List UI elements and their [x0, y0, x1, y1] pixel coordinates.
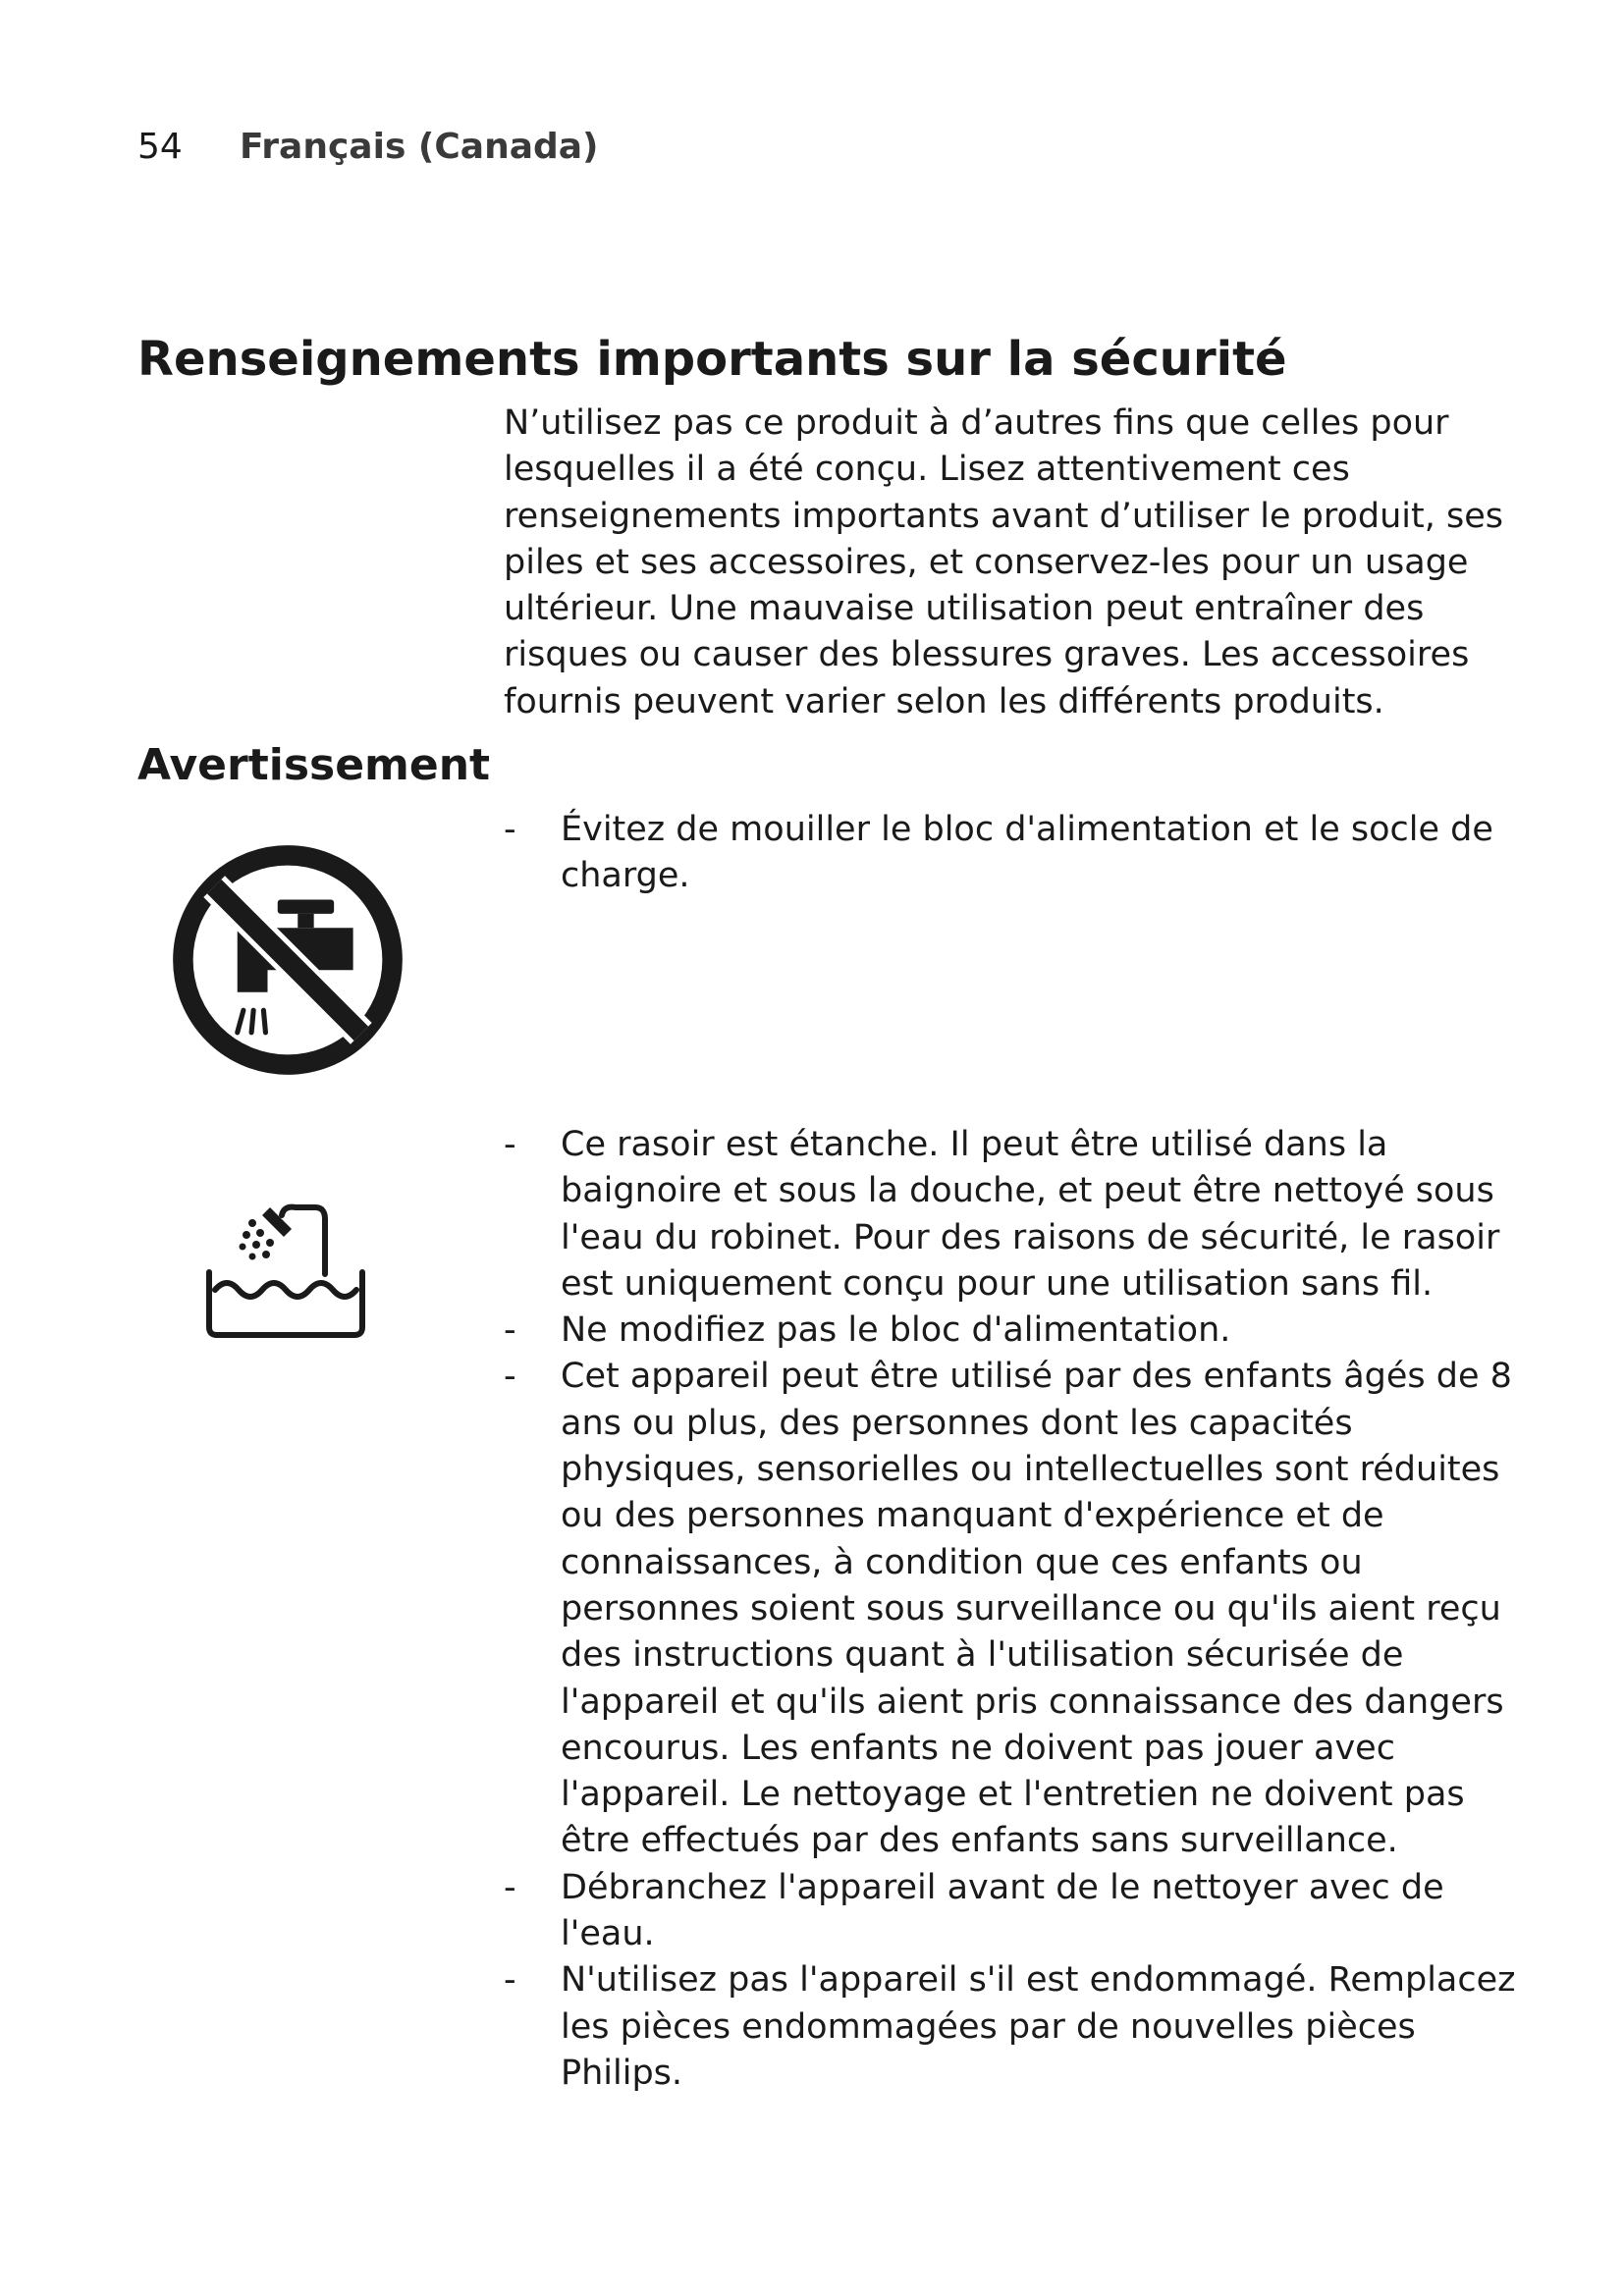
warning-item-text: Ne modifiez pas le bloc d'alimentation.: [561, 1310, 1231, 1351]
warning-list-2: [504, 1122, 1525, 2097]
warning-item: [504, 1957, 1525, 2097]
section-title: Renseignements importants sur la sécurité: [137, 332, 1287, 387]
bullet-dash: -: [504, 1867, 516, 1907]
warning-title: Avertissement: [137, 740, 491, 790]
warning-item-text: Ce rasoir est étanche. Il peut être utilisé dans la baignoire et sous la douche, et peut être nettoyé sous l'eau du robinet. Pour des raisons de sécurité, le rasoir est uniquement conçu pour une utilisation sans fil.: [561, 1125, 1500, 1304]
bath-shower-icon: [201, 1198, 368, 1345]
warning-item-text: Évitez de mouiller le bloc d'alimentation et le socle de charge.: [561, 810, 1493, 896]
no-water-icon: [167, 839, 408, 1081]
bullet-dash: -: [504, 1310, 516, 1351]
warning-item: [504, 1308, 1525, 1354]
warning-list-1: [504, 807, 1525, 900]
bullet-dash: -: [504, 1960, 516, 2001]
intro-paragraph: N’utilisez pas ce produit à d’autres fins que celles pour lesquelles il a été conçu. Lisez attentivement ces renseignements importants avant d’utiliser le produit, ses piles et ses accessoires, et conservez-les pour un usage ultérieur. Une mauvaise utilisation peut entraîner des risques ou causer des blessures graves. Les accessoires fournis peuvent varier selon les différents produits.: [504, 403, 1504, 721]
bullet-dash: -: [504, 810, 516, 849]
warning-item-text: N'utilisez pas l'appareil s'il est endommagé. Remplacez les pièces endommagées par de nouvelles pièces Philips.: [561, 1960, 1516, 2093]
page-number: 54: [137, 127, 183, 167]
warning-item: [504, 807, 1525, 900]
warning-item: [504, 1122, 1525, 1308]
warning-item: [504, 1354, 1525, 1864]
warning-item: [504, 1865, 1525, 1958]
warning-item-text: Débranchez l'appareil avant de le nettoyer avec de l'eau.: [561, 1867, 1444, 1954]
bullet-dash: -: [504, 1125, 516, 1164]
page-header: [137, 126, 599, 169]
header-language: Français (Canada): [240, 127, 599, 167]
warning-item-text: Cet appareil peut être utilisé par des enfants âgés de 8 ans ou plus, des personnes dont les capacités physiques, sensorielles ou intellectuelles sont réduites ou des personnes manquant d'expérience et de connaissances, à condition que ces enfants ou personnes soient sous surveillance ou qu'ils aient reçu des instructions quant à l'utilisation sécurisée de l'appareil et qu'ils aient pris connaissance des dangers encourus. Les enfants ne doivent pas jouer avec l'appareil. Le nettoyage et l'entretien ne doivent pas être effectués par des enfants sans surveillance.: [561, 1357, 1512, 1861]
bullet-dash: -: [504, 1357, 516, 1397]
